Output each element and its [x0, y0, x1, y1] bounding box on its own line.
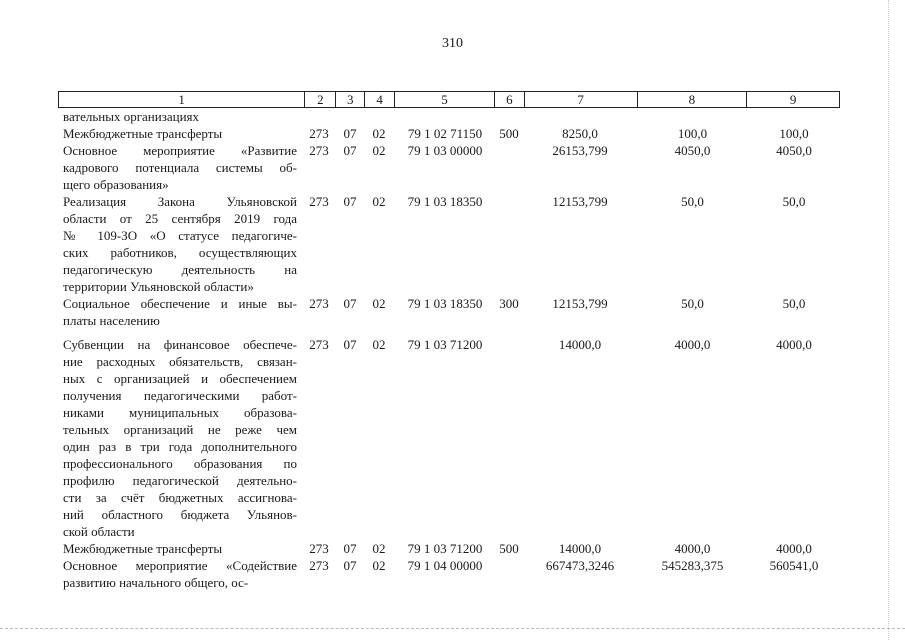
page-bottom-edge [0, 628, 905, 629]
cell-year-2021: 14000,0 [558, 541, 602, 556]
cell-year-2021: 12153,799 [552, 296, 608, 311]
header-col-1: 1 [178, 92, 185, 107]
cell-year-2022: 50,0 [681, 194, 704, 209]
row-name-line: Социальное обеспечение и иные вы- [63, 296, 297, 311]
cell-subsection-code: 02 [372, 337, 386, 352]
row-name [63, 193, 297, 295]
cell-section: 273 [309, 296, 329, 311]
cell-subsection-code: 02 [372, 558, 386, 573]
header-col-5: 5 [394, 92, 494, 107]
cell-target-article: 79 1 03 71200 [407, 337, 483, 352]
cell-subsection: 07 [343, 541, 357, 556]
row-name-line: Межбюджетные трансферты [63, 541, 223, 556]
header-col-9: 9 [746, 92, 839, 107]
header-col-4: 4 [364, 92, 394, 107]
row-name-line: один раз в три года дополнительного [63, 439, 297, 454]
cell-subsection-code: 02 [372, 143, 386, 158]
page-right-edge [888, 0, 889, 640]
cell-year-2023: 50,0 [782, 296, 806, 311]
header-col-2: 2 [304, 92, 335, 107]
row-name [63, 142, 297, 193]
cell-year-2023: 4000,0 [776, 337, 812, 352]
cell-target-article: 79 1 02 71150 [407, 126, 483, 141]
header-col-7: 7 [524, 92, 637, 107]
cell-subsection: 07 [343, 143, 357, 158]
row-name-line: Реализация Закона Ульяновской [63, 194, 297, 209]
cell-subsection: 07 [343, 337, 357, 352]
row-name-line: ских работников, осуществляющих [63, 245, 297, 260]
cell-target-article: 79 1 03 71200 [407, 541, 483, 556]
header-col-6: 6 [494, 92, 524, 107]
row-name-line: профессионального образования по [63, 456, 297, 471]
row-name-line: кадрового потенциала системы об- [63, 160, 297, 175]
row-name-line: Субвенции на финансовое обеспече- [63, 337, 297, 352]
cell-year-2022: 50,0 [681, 296, 704, 311]
cell-expense-type: 300 [499, 296, 519, 311]
row-name [63, 108, 297, 125]
cell-section: 273 [309, 558, 329, 573]
row-name [63, 336, 297, 540]
cell-subsection: 07 [343, 126, 357, 141]
cell-subsection-code: 02 [372, 541, 386, 556]
row-name [63, 540, 297, 557]
cell-target-article: 79 1 03 00000 [407, 143, 483, 158]
cell-section: 273 [309, 143, 329, 158]
cell-year-2023: 4050,0 [776, 143, 812, 158]
table-header-row [58, 91, 840, 108]
row-name [63, 557, 297, 591]
cell-section: 273 [309, 194, 329, 209]
cell-subsection: 07 [343, 194, 357, 209]
cell-year-2023: 4000,0 [776, 541, 812, 556]
cell-target-article: 79 1 03 18350 [407, 194, 483, 209]
row-name-line: Основное мероприятие «Содействие [63, 558, 297, 573]
header-col-8: 8 [637, 92, 747, 107]
cell-section: 273 [309, 337, 329, 352]
row-name [63, 295, 297, 329]
page-number: 310 [442, 36, 463, 51]
row-name-line: сти за счёт бюджетных ассигнова- [63, 490, 297, 505]
cell-year-2022: 4050,0 [674, 143, 711, 158]
row-name-line: платы населению [63, 313, 160, 328]
cell-section: 273 [309, 126, 329, 141]
cell-year-2021: 12153,799 [552, 194, 608, 209]
cell-year-2021: 14000,0 [558, 337, 602, 352]
row-name-line: никами муниципальных образова- [63, 405, 297, 420]
row-name-line: получения педагогическими работ- [63, 388, 297, 403]
cell-year-2021: 667473,3246 [545, 558, 615, 573]
row-name-line: ных с организацией и обеспечением [63, 371, 297, 386]
cell-year-2022: 4000,0 [674, 337, 711, 352]
cell-year-2021: 26153,799 [552, 143, 608, 158]
header-col-3: 3 [335, 92, 364, 107]
cell-year-2022: 100,0 [677, 126, 708, 141]
cell-subsection-code: 02 [372, 126, 386, 141]
cell-target-article: 79 1 04 00000 [407, 558, 483, 573]
cell-expense-type: 500 [499, 126, 519, 141]
row-name-line: щего образования» [63, 177, 169, 192]
row-name-line: ние расходных обязательств, связан- [63, 354, 297, 369]
row-name-line: Основное мероприятие «Развитие [63, 143, 297, 158]
row-name-line: ний областного бюджета Ульянов- [63, 507, 297, 522]
row-name-line: № 109-ЗО «О статусе педагогиче- [63, 228, 297, 243]
cell-subsection: 07 [343, 296, 357, 311]
cell-subsection: 07 [343, 558, 357, 573]
cell-year-2022: 4000,0 [674, 541, 711, 556]
cell-subsection-code: 02 [372, 194, 386, 209]
cell-year-2023: 100,0 [779, 126, 809, 141]
row-name-line: педагогическую деятельность на [63, 262, 297, 277]
cell-year-2023: 50,0 [782, 194, 806, 209]
row-name-line: области от 25 сентября 2019 года [63, 211, 297, 226]
cell-year-2021: 8250,0 [562, 126, 598, 141]
cell-target-article: 79 1 03 18350 [407, 296, 483, 311]
row-name-line: развитию начального общего, ос- [63, 575, 249, 590]
row-name-line: территории Ульяновской области» [63, 279, 254, 294]
cell-year-2022: 545283,375 [661, 558, 724, 573]
row-name-line: Межбюджетные трансферты [63, 126, 223, 141]
row-name-line: ской области [63, 524, 135, 539]
cell-subsection-code: 02 [372, 296, 386, 311]
row-name [63, 125, 297, 142]
cell-section: 273 [309, 541, 329, 556]
row-name-line: тельных организаций не реже чем [63, 422, 297, 437]
row-name-line: профилю педагогической деятельно- [63, 473, 297, 488]
cell-year-2023: 560541,0 [769, 558, 819, 573]
row-name-line: вательных организациях [63, 109, 200, 124]
cell-expense-type: 500 [499, 541, 519, 556]
